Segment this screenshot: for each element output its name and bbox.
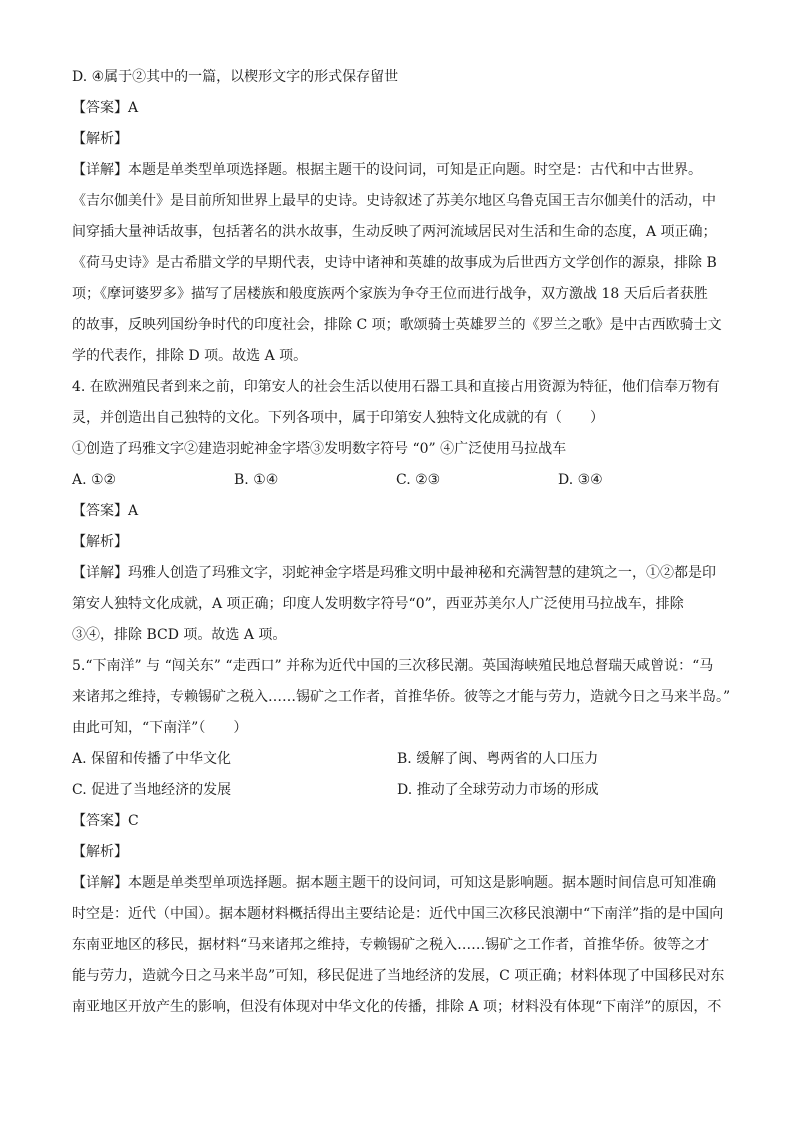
option-c: C. 促进了当地经济的发展	[72, 782, 232, 798]
question-stem: 5.“下南洋” 与 “闯关东” “走西口” 并称为近代中国的三次移民潮。英国海峡殖民地总督瑞天咸曾说：“马	[72, 658, 714, 674]
explanation-line: 间穿插大量神话故事，包括著名的洪水故事，生动反映了两河流域居民对生活和生命的态度，A 项正确；	[72, 224, 717, 240]
options-row	[72, 465, 722, 496]
explanation-line: 学的代表作，排除 D 项。故选 A 项。	[72, 348, 308, 364]
option-b: B. ①④	[234, 472, 279, 488]
options-row	[72, 744, 722, 775]
explanation-line: 【详解】本题是单类型单项选择题。根据主题干的设问词，可知是正向题。时空是：古代和中古世界。	[72, 162, 702, 178]
analysis-label: 【解析】	[72, 534, 128, 550]
question-items: ①创造了玛雅文字②建造羽蛇神金字塔③发明数字符号 “0” ④广泛使用马拉战车	[72, 441, 567, 457]
question-5	[72, 651, 731, 1023]
explanation-line: 【详解】本题是单类型单项选择题。据本题主题干的设问词，可知这是影响题。据本题时间信息可知准确	[72, 875, 716, 891]
option-c: C. ②③	[396, 472, 441, 488]
question-4	[72, 372, 722, 651]
explanation-line: 东南亚地区的移民，据材料“马来诸邦之维持，专赖锡矿之税入……锡矿之工作者，首推华侨。彼等之才	[72, 937, 710, 953]
question-stem: 灵，并创造出自己独特的文化。下列各项中，属于印第安人独特文化成就的有（ ）	[72, 410, 604, 426]
answer-block-q3	[72, 62, 722, 372]
analysis-label: 【解析】	[72, 844, 128, 860]
options-row	[72, 775, 722, 806]
answer-label: 【答案】C	[72, 813, 139, 829]
question-stem: 4. 在欧洲殖民者到来之前，印第安人的社会生活以使用石器工具和直接占用资源为特征，他们信奉万物有	[72, 379, 720, 395]
document-page	[72, 62, 731, 1023]
explanation-line: 的故事，反映列国纷争时代的印度社会，排除 C 项；歌颂骑士英雄罗兰的《罗兰之歌》是中古西欧骑士文	[72, 317, 722, 333]
option-d: D. ③④	[558, 472, 603, 488]
explanation-line: 第安人独特文化成就，A 项正确；印度人发明数字符号“0”，西亚苏美尔人广泛使用马拉战车，排除	[72, 596, 684, 612]
question-stem: 由此可知，“下南洋”（ ）	[72, 720, 248, 736]
analysis-label: 【解析】	[72, 131, 128, 147]
answer-label: 【答案】A	[72, 503, 139, 519]
option-a: A. 保留和传播了中华文化	[72, 751, 232, 767]
question-stem: 来诸邦之维持，专赖锡矿之税入……锡矿之工作者，首推华侨。彼等之才能与劳力，造就今日之马来半岛。”	[72, 689, 731, 705]
explanation-line: 《荷马史诗》是古希腊文学的早期代表，史诗中诸神和英雄的故事成为后世西方文学创作的源泉，排除 B	[72, 255, 717, 271]
option-b: B. 缓解了闽、粤两省的人口压力	[397, 751, 599, 767]
option-a: A. ①②	[72, 472, 117, 488]
explanation-line: 能与劳力，造就今日之马来半岛”可知，移民促进了当地经济的发展，C 项正确；材料体现了中国移民对东	[72, 968, 725, 984]
explanation-line: 《吉尔伽美什》是目前所知世界上最早的史诗。史诗叙述了苏美尔地区乌鲁克国王吉尔伽美什的活动，中	[72, 193, 716, 209]
option-d-q3: D. ④属于②其中的一篇，以楔形文字的形式保存留世	[72, 69, 399, 85]
option-d: D. 推动了全球劳动力市场的形成	[397, 782, 599, 798]
explanation-line: ③④，排除 BCD 项。故选 A 项。	[72, 627, 287, 643]
explanation-line: 时空是：近代（中国）。据本题材料概括得出主要结论是：近代中国三次移民浪潮中“下南洋”指的是中国向	[72, 906, 724, 922]
answer-label: 【答案】A	[72, 100, 139, 116]
explanation-line: 【详解】玛雅人创造了玛雅文字，羽蛇神金字塔是玛雅文明中最神秘和充满智慧的建筑之一，①②都是印	[72, 565, 716, 581]
explanation-line: 南亚地区开放产生的影响，但没有体现对中华文化的传播，排除 A 项；材料没有体现“下南洋”的原因，不	[72, 999, 722, 1015]
explanation-line: 项；《摩诃婆罗多》描写了居楼族和般度族两个家族为争夺王位而进行战争，双方激战 18 天后后者获胜	[72, 286, 708, 302]
